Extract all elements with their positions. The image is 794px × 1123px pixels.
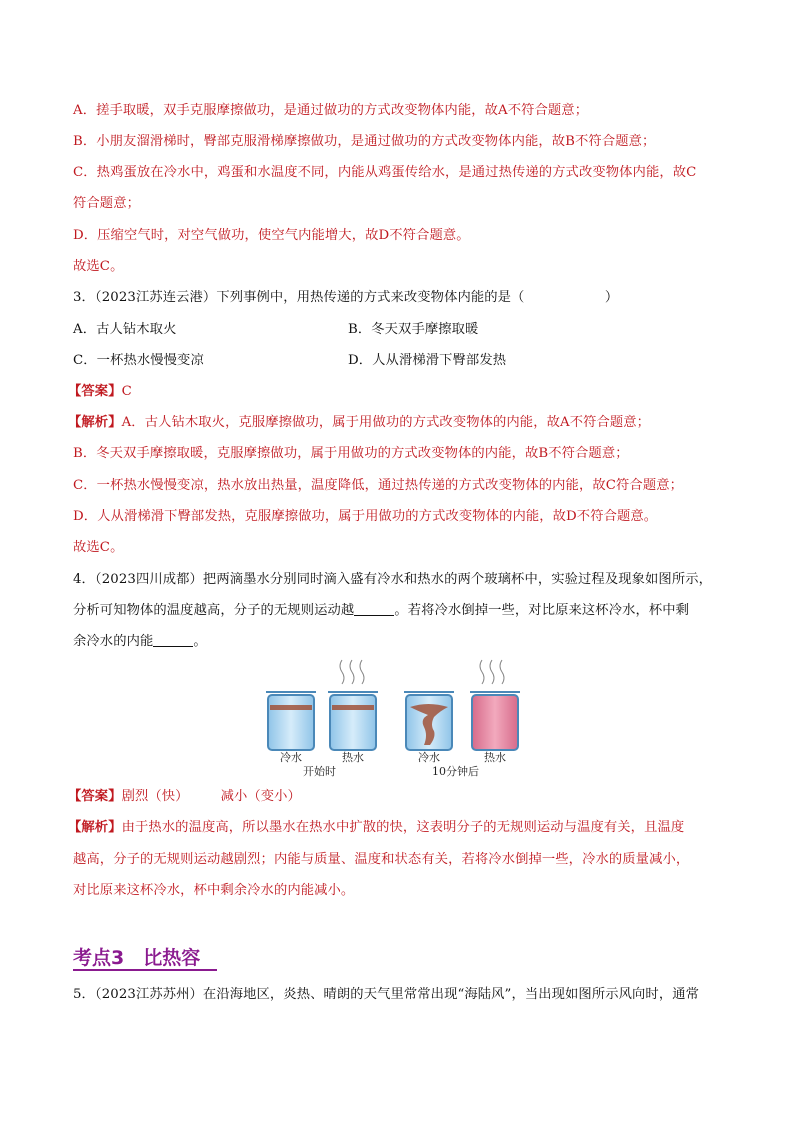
q3-option-b: B．冬天双手摩擦取暖 (348, 322, 479, 337)
q4-analysis-line1 (68, 818, 684, 838)
q3-analysis-c: C．一杯热水慢慢变凉，热水放出热量，温度降低，通过热传递的方式改变物体的内能，故C符合题意； (73, 478, 684, 493)
q4-blank-2[interactable] (153, 632, 193, 647)
beaker-cold-start (266, 692, 316, 750)
prev-analysis-c-line1: C．热鸡蛋放在冷水中，鸡蛋和水温度不同，内能从鸡蛋传给水，是通过热传递的方式改变物体内能，故C (73, 165, 697, 180)
beaker-hot-start (328, 660, 378, 750)
q4-answer-2: 减小（变小） (220, 789, 301, 804)
label-hot-1: 热水 (342, 751, 364, 764)
q3-answer-value: C (121, 384, 132, 399)
q3-analysis-tag: 【解析】 (68, 415, 122, 430)
label-hot-2: 热水 (484, 751, 506, 764)
beaker-cold-after (404, 692, 454, 750)
prev-analysis-c-line2: 符合题意； (73, 196, 140, 211)
q4-stem-line2 (73, 601, 689, 621)
q4-stem-line1: 4．（2023四川成都）把两滴墨水分别同时滴入盛有冷水和热水的两个玻璃杯中，实验过程及现象如图所示， (73, 572, 713, 587)
q3-option-d: D．人从滑梯滑下臀部发热 (348, 353, 507, 368)
q4-stem-line2-b: 。若将冷水倒掉一些，对比原来这杯冷水，杯中剩 (394, 603, 690, 618)
prev-analysis-d: D．压缩空气时，对空气做功，使空气内能增大，故D不符合题意。 (73, 228, 470, 243)
q3-answer (68, 382, 132, 402)
q3-option-a: A．古人钻木取火 (73, 322, 177, 337)
q4-stem-line3-b: 。 (193, 634, 207, 649)
q3-options-row2 (73, 351, 723, 371)
section-title: 考点3 比热容 (73, 947, 201, 969)
caption-after: 10分钟后 (432, 765, 479, 778)
q4-answer-1: 剧烈（快） (121, 789, 189, 804)
label-cold-2: 冷水 (418, 751, 440, 764)
q4-answer (68, 787, 301, 807)
section-title-underline (73, 969, 217, 971)
q3-conclusion: 故选C。 (73, 540, 124, 555)
prev-conclusion: 故选C。 (73, 259, 124, 274)
q4-analysis-line3: 对比原来这杯冷水，杯中剩余冷水的内能减小。 (73, 883, 355, 898)
q4-stem-line2-a: 分析可知物体的温度越高，分子的无规则运动越 (73, 603, 355, 618)
q3-answer-tag: 【答案】 (68, 384, 122, 399)
q3-analysis-a (68, 413, 650, 433)
q3-stem: 3．（2023江苏连云港）下列事例中，用热传递的方式来改变物体内能的是（ ） (73, 290, 619, 305)
q3-option-c: C．一杯热水慢慢变凉 (73, 353, 204, 368)
prev-analysis-a: A．搓手取暖，双手克服摩擦做功，是通过做功的方式改变物体内能，故A不符合题意； (73, 103, 589, 118)
prev-analysis-b: B．小朋友溜滑梯时，臀部克服滑梯摩擦做功，是通过做功的方式改变物体内能，故B不符合题意； (73, 134, 656, 149)
caption-start: 开始时 (303, 765, 336, 778)
q4-blank-1[interactable] (354, 601, 394, 616)
q3-analysis-a-text: A．古人钻木取火，克服摩擦做功，属于用做功的方式改变物体的内能，故A不符合题意； (121, 415, 651, 430)
q4-analysis-line2: 越高，分子的无规则运动越剧烈；内能与质量、温度和状态有关，若将冷水倒掉一些，冷水的质量减小， (73, 852, 690, 867)
q4-answer-tag: 【答案】 (68, 789, 122, 804)
q4-analysis-1: 由于热水的温度高，所以墨水在热水中扩散的快，这表明分子的无规则运动与温度有关，且温度 (121, 820, 685, 835)
q3-analysis-d: D．人从滑梯滑下臀部发热，克服摩擦做功，属于用做功的方式改变物体的内能，故D不符合题意。 (73, 509, 658, 524)
q4-stem-line3 (73, 632, 207, 652)
beaker-hot-after (470, 660, 520, 750)
q4-stem-line3-a: 余冷水的内能 (73, 634, 154, 649)
q3-options-row1 (73, 320, 723, 340)
label-cold-1: 冷水 (280, 751, 302, 764)
q3-analysis-b: B．冬天双手摩擦取暖，克服摩擦做功，属于用做功的方式改变物体的内能，故B不符合题意； (73, 446, 629, 461)
q4-analysis-tag: 【解析】 (68, 820, 122, 835)
q5-stem-line1: 5．（2023江苏苏州）在沿海地区，炎热、晴朗的天气里常常出现“海陆风”，当出现如图所示风向时，通常 (73, 987, 700, 1002)
diffusion-figure (260, 655, 535, 780)
